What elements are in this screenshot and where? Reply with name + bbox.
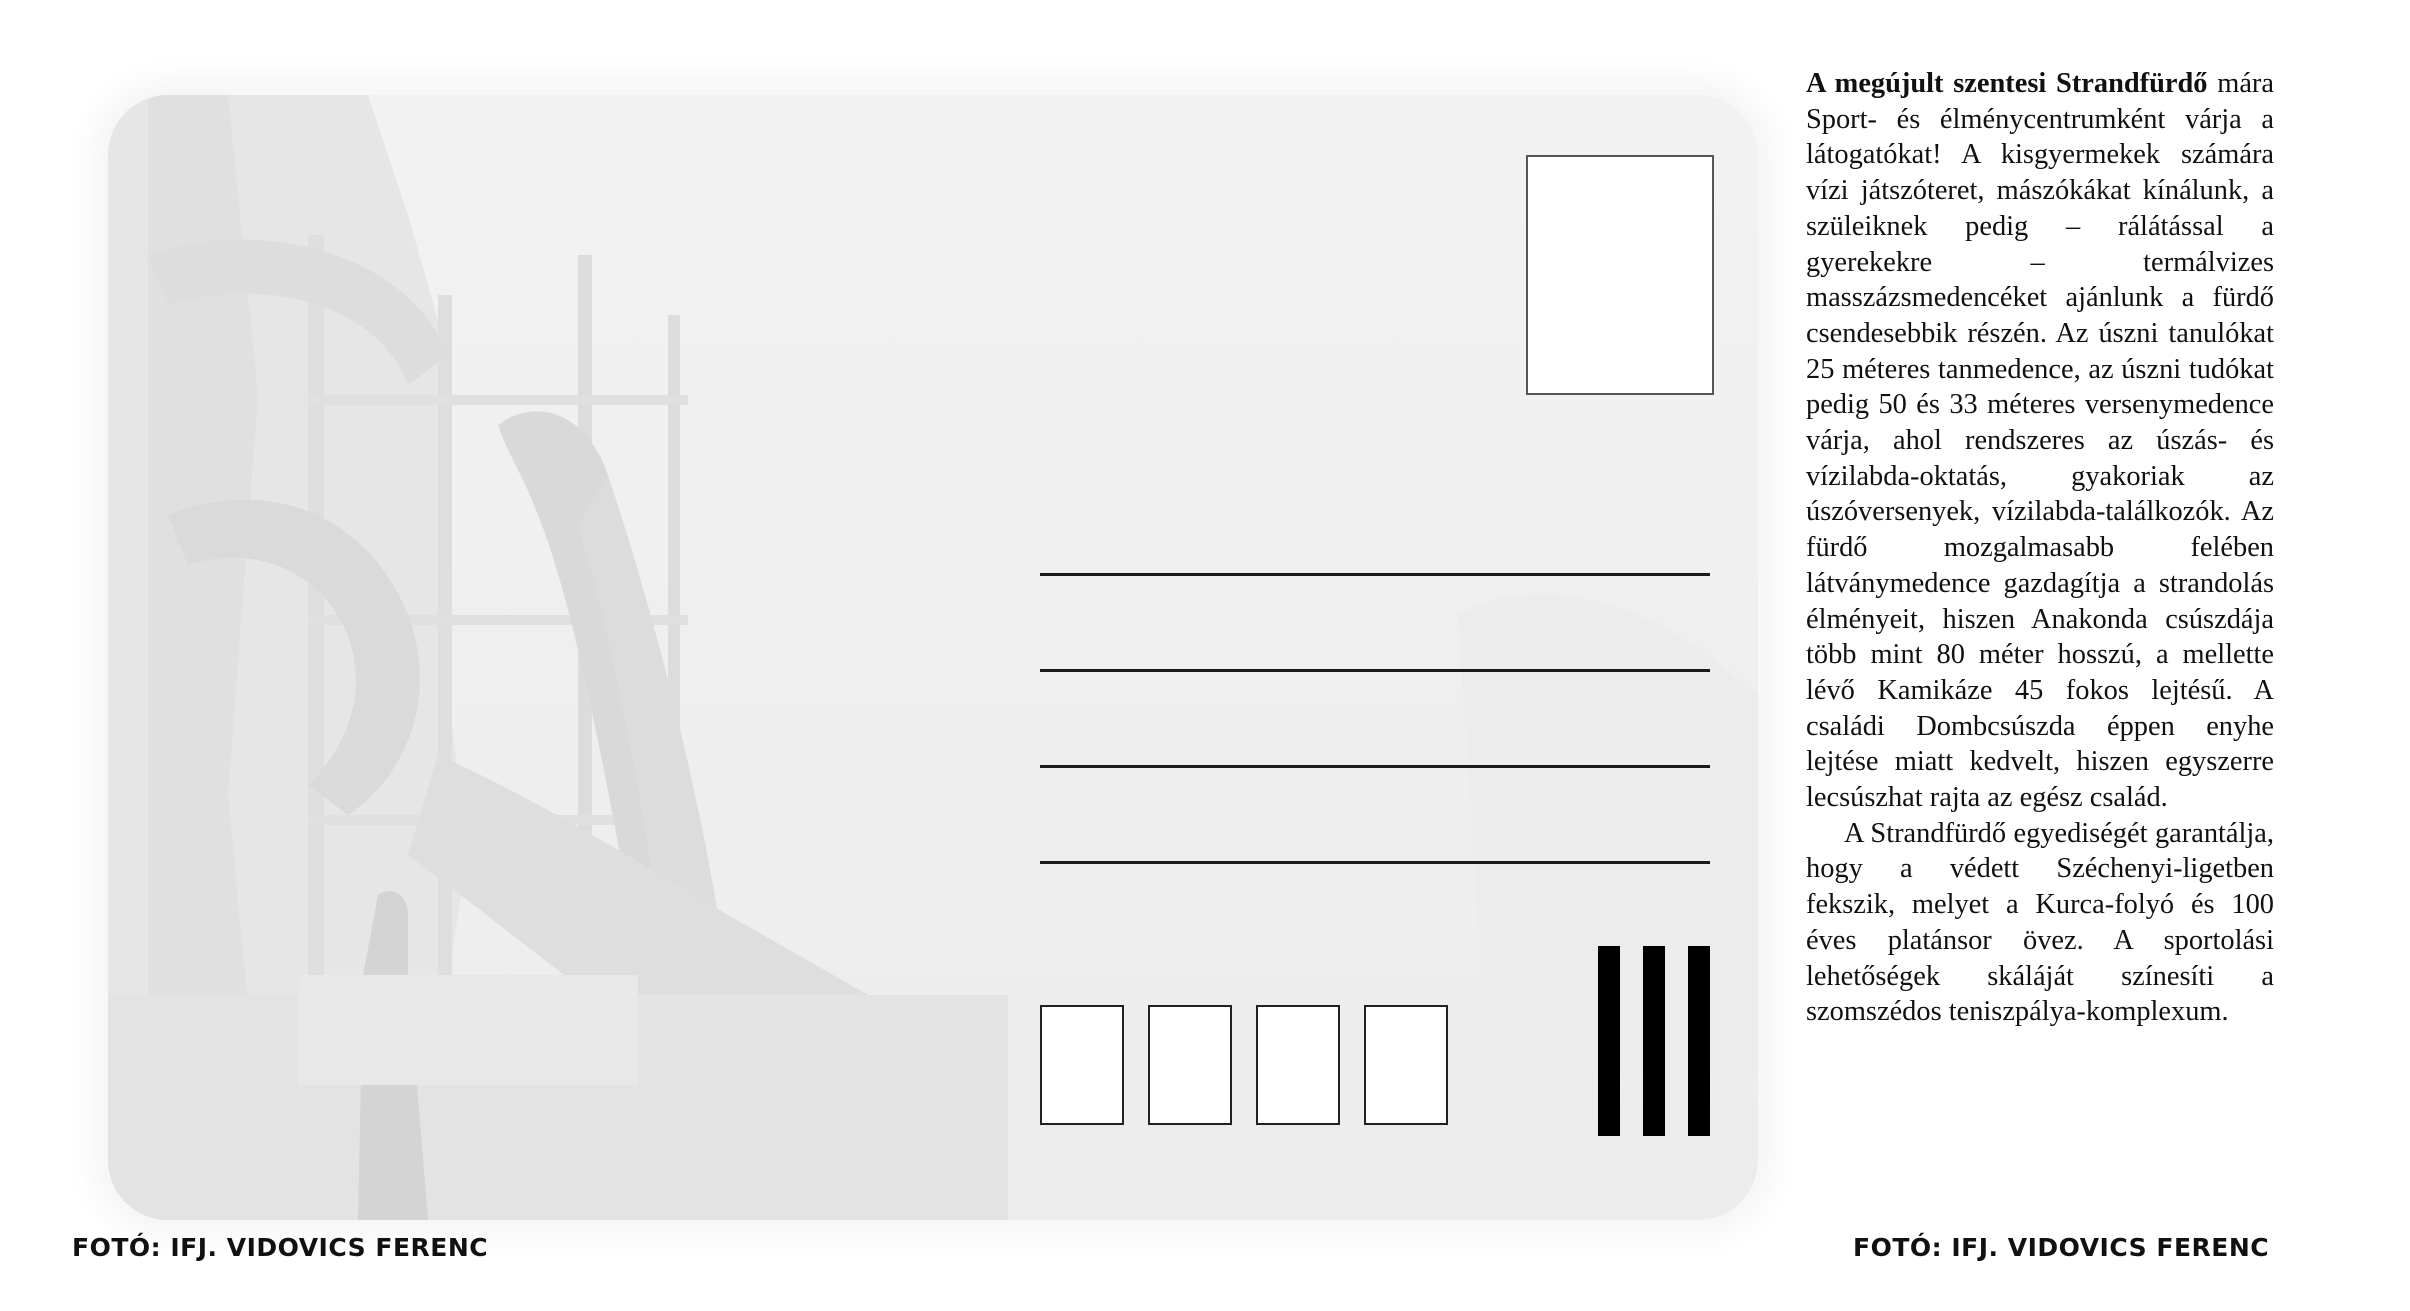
zip-code-box	[1256, 1005, 1340, 1125]
zip-code-box	[1148, 1005, 1232, 1125]
article-paragraph	[1806, 66, 2274, 816]
address-line	[1040, 861, 1710, 864]
photo-credit-right: FOTÓ: IFJ. VIDOVICS FERENC	[1853, 1233, 2270, 1262]
faded-water-slide-photo	[108, 95, 1758, 1220]
barcode-bar	[1598, 946, 1620, 1136]
article-intro-bold: A megújult szentesi Strandfürdő	[1806, 68, 2208, 99]
article-paragraph-text: mára Sport- és élménycentrumként várja a látogatókat! A kisgyermekek számára vízi játszóteret, mászókákat kínálunk, a szüleiknek pedig – rálátással a gyerekekre – termálvizes masszázsmedencéket ajánlunk a fürdő csendesebbik részén. Az úszni tanulókat 25 méteres tanmedence, az úszni tudókat pedig 50 és 33 méteres versenymedence várja, ahol rendszeres az úszás- és vízilabda-oktatás, gyakoriak az úszóversenyek, vízilabda-találkozók. Az fürdő mozgalmasabb felében látványmedence gazdagítja a strandolás élményeit, hiszen Anakonda csúszdája több mint 80 méter hosszú, a mellette lévő Kamikáze 45 fokos lejtésű. A családi Dombcsúszda éppen enyhe lejtése miatt kedvelt, hiszen egyszerre lecsúszhat rajta az egész család.	[1806, 68, 2274, 814]
barcode-bar	[1688, 946, 1710, 1136]
barcode-bar	[1643, 946, 1665, 1136]
article-text	[1806, 66, 2274, 1030]
zip-code-box	[1364, 1005, 1448, 1125]
address-line	[1040, 669, 1710, 672]
zip-code-box	[1040, 1005, 1124, 1125]
article-paragraph: A Strandfürdő egyediségét garantálja, hogy a védett Széchenyi-ligetben fekszik, melyet a Kurca-folyó és 100 éves platánsor övez. A sportolási lehetőségek skáláját színesíti a szomszédos teniszpálya-komplexum.	[1806, 817, 2274, 1028]
address-line	[1040, 765, 1710, 768]
stamp-box	[1526, 155, 1714, 395]
photo-credit-left: FOTÓ: IFJ. VIDOVICS FERENC	[72, 1233, 489, 1262]
address-line	[1040, 573, 1710, 576]
postcard-back	[108, 95, 1758, 1220]
